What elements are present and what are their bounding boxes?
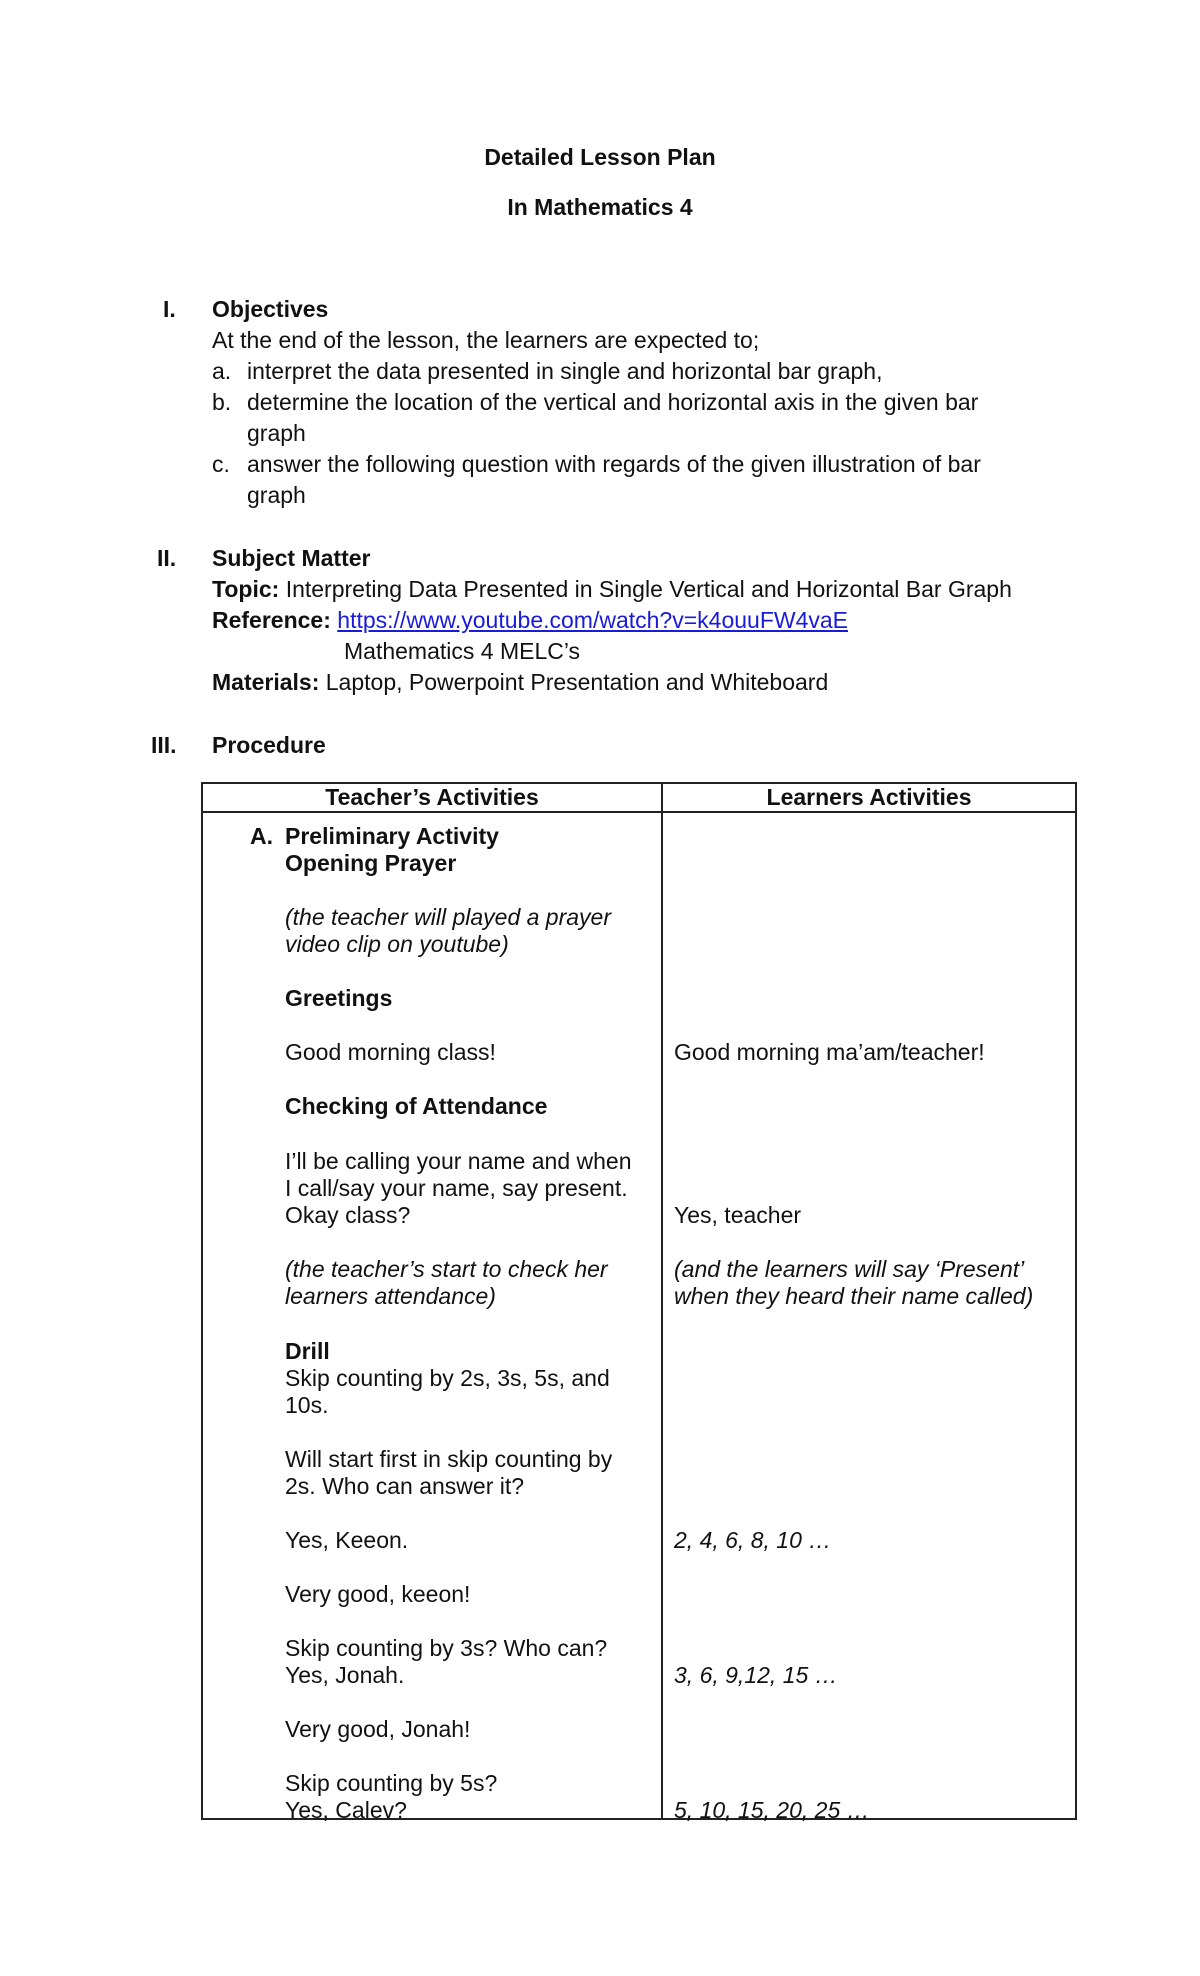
topic-label: Topic: (212, 576, 280, 602)
page-title: Detailed Lesson Plan (484, 144, 716, 170)
section-title: Preliminary Activity (285, 823, 499, 849)
drill-prompt: Will start first in skip counting by (285, 1446, 613, 1472)
reference-link[interactable]: https://www.youtube.com/watch?v=k4ouuFW4vaE (337, 607, 848, 633)
objective-letter: c. (212, 451, 230, 477)
objective-text: determine the location of the vertical and horizontal axis in the given bar (247, 389, 979, 415)
topic-line (212, 578, 1012, 601)
attendance-note: learners attendance) (285, 1283, 496, 1309)
greetings-heading: Greetings (285, 985, 393, 1011)
teacher-line: Yes, Jonah. (285, 1662, 405, 1688)
teacher-line: Very good, Jonah! (285, 1716, 471, 1742)
objective-text: answer the following question with regards of the given illustration of bar (247, 451, 981, 477)
teacher-line: Very good, keeon! (285, 1581, 471, 1607)
materials-label: Materials: (212, 669, 320, 695)
reference-label: Reference: (212, 607, 331, 633)
drill-text: Skip counting by 2s, 3s, 5s, and (285, 1365, 610, 1391)
subject-matter-heading: Subject Matter (212, 545, 371, 571)
teacher-greeting: Good morning class! (285, 1039, 496, 1065)
learner-answer: 3, 6, 9,12, 15 … (674, 1662, 838, 1688)
teacher-line: Skip counting by 5s? (285, 1770, 498, 1796)
learner-line: Good morning ma’am/teacher! (674, 1039, 985, 1065)
attendance-instruction: Okay class? (285, 1202, 411, 1228)
attendance-instruction: I’ll be calling your name and when (285, 1148, 632, 1174)
page-subtitle: In Mathematics 4 (507, 194, 693, 220)
learner-answer: 2, 4, 6, 8, 10 … (674, 1527, 832, 1553)
prayer-note: (the teacher will played a prayer (285, 904, 611, 930)
teacher-line: Yes, Calev? (285, 1797, 407, 1823)
column-header-learners: Learners Activities (662, 783, 1076, 812)
objective-text-continued: graph (247, 482, 306, 508)
teacher-activities-cell (202, 812, 662, 1823)
table-row (202, 812, 1076, 1819)
teacher-line: Skip counting by 3s? Who can? (285, 1635, 608, 1661)
table-header-row (202, 783, 1076, 812)
objectives-numeral: I. (163, 296, 176, 322)
objective-text: interpret the data presented in single and horizontal bar graph, (247, 358, 883, 384)
procedure-table (201, 782, 1077, 1823)
subject-matter-numeral: II. (157, 545, 177, 571)
learner-note: (and the learners will say ‘Present’ (674, 1256, 1025, 1282)
attendance-note: (the teacher’s start to check her (285, 1256, 608, 1282)
objective-letter: b. (212, 389, 232, 415)
learner-line: Yes, teacher (674, 1202, 802, 1228)
procedure-heading: Procedure (212, 732, 326, 758)
objectives-heading: Objectives (212, 296, 329, 322)
teacher-line: Yes, Keeon. (285, 1527, 409, 1553)
reference-line (212, 609, 848, 632)
opening-prayer-heading: Opening Prayer (285, 850, 457, 876)
objectives-intro: At the end of the lesson, the learners are expected to; (212, 327, 760, 353)
reference-extra: Mathematics 4 MELC’s (344, 638, 581, 664)
attendance-heading: Checking of Attendance (285, 1093, 548, 1119)
objective-letter: a. (212, 358, 232, 384)
objective-text-continued: graph (247, 420, 306, 446)
materials-value: Laptop, Powerpoint Presentation and Whiteboard (325, 669, 829, 695)
drill-heading: Drill (285, 1338, 330, 1364)
drill-prompt: 2s. Who can answer it? (285, 1473, 525, 1499)
learners-activities-cell (662, 812, 1076, 1823)
materials-line (212, 671, 828, 694)
section-letter: A. (250, 823, 273, 849)
drill-text: 10s. (285, 1392, 329, 1418)
column-header-teacher: Teacher’s Activities (202, 783, 662, 812)
prayer-note: video clip on youtube) (285, 931, 509, 957)
procedure-numeral: III. (151, 732, 177, 758)
attendance-instruction: I call/say your name, say present. (285, 1175, 628, 1201)
learner-answer: 5, 10, 15, 20, 25 … (674, 1797, 870, 1823)
topic-value: Interpreting Data Presented in Single Vertical and Horizontal Bar Graph (285, 576, 1012, 602)
learner-note: when they heard their name called) (674, 1283, 1034, 1309)
